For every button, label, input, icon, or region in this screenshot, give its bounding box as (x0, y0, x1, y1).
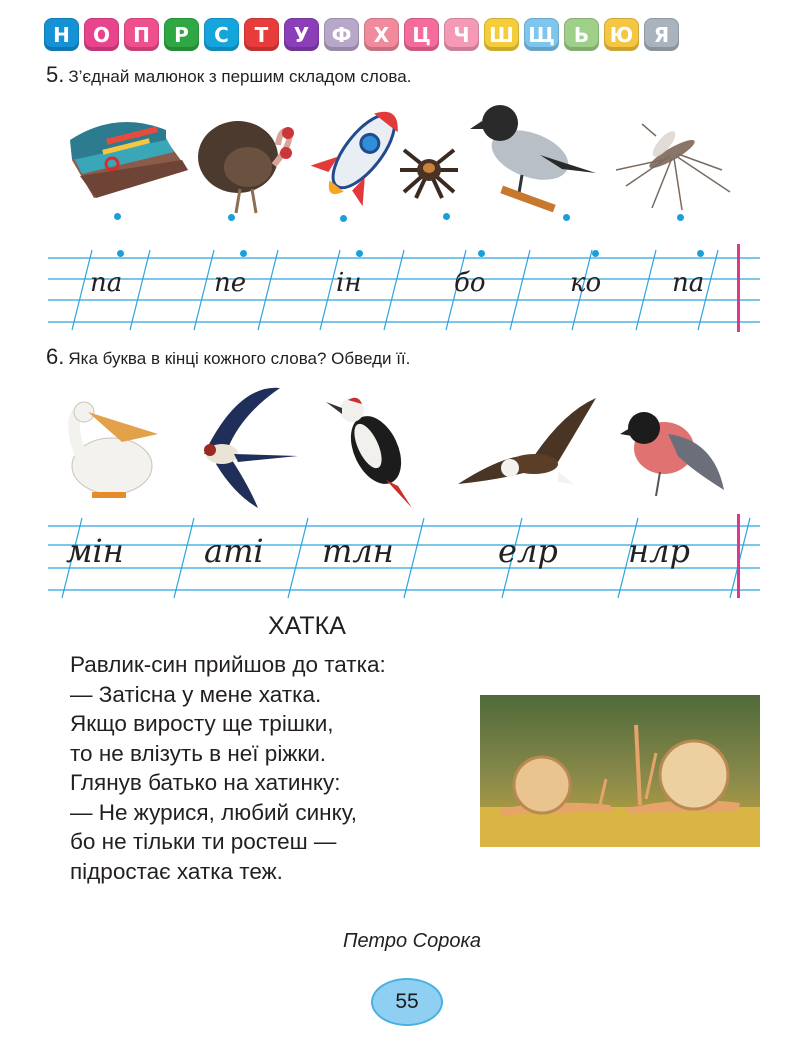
alphabet-tile: Ф (324, 18, 359, 51)
alphabet-tile: С (204, 18, 239, 51)
snails-photo (480, 695, 760, 847)
alphabet-tile: Ь (564, 18, 599, 51)
alphabet-tile: Ц (404, 18, 439, 51)
syllable: бо (454, 268, 486, 298)
letter-group[interactable]: нлр (628, 532, 690, 570)
syllable: ко (570, 268, 602, 298)
poem-text (70, 650, 386, 886)
alphabet-tile: П (124, 18, 159, 51)
letter-group[interactable]: тлн (322, 532, 394, 570)
syllable-dot[interactable] (478, 250, 485, 257)
tarantula-image (398, 140, 460, 200)
task-number: 6. (46, 344, 65, 369)
syllable-dot[interactable] (117, 250, 124, 257)
poem-line: Глянув батько на хатинку: (70, 770, 341, 795)
alphabet-tile: Ч (444, 18, 479, 51)
picture-dot[interactable] (563, 214, 570, 221)
pelican-image (52, 398, 172, 508)
picture-dot[interactable] (114, 213, 121, 220)
picture-dot[interactable] (443, 213, 450, 220)
poem-line: Якщо виросту ще трішки, (70, 711, 334, 736)
alphabet-tile: Т (244, 18, 279, 51)
alphabet-tile: У (284, 18, 319, 51)
crow-image (470, 95, 600, 217)
poem-line: підростає хатка теж. (70, 858, 283, 884)
task5-heading (46, 62, 411, 88)
task-number: 5. (46, 62, 65, 87)
syllable-dot[interactable] (356, 250, 363, 257)
woodpecker-image (326, 390, 424, 510)
poem-line: Равлик-син прийшов до татка: (70, 652, 386, 677)
task-text: З’єднай малюнок з першим складом слова. (68, 67, 412, 86)
syllable-dot[interactable] (592, 250, 599, 257)
syllable: ін (336, 268, 362, 298)
letter-group[interactable]: елр (498, 532, 558, 570)
picture-dot[interactable] (340, 215, 347, 222)
swallow-image (188, 384, 300, 512)
mosquito-image (612, 110, 742, 214)
letter-group[interactable]: мін (66, 532, 124, 570)
bullfinch-image (618, 400, 730, 500)
alphabet-tile: Н (44, 18, 79, 51)
picture-dot[interactable] (228, 214, 235, 221)
alphabet-strip (44, 18, 679, 51)
poem-line: — Не журися, любий синку, (70, 799, 357, 825)
poem-line: — Затісна у мене хатка. (70, 681, 322, 707)
alphabet-tile: Щ (524, 18, 559, 51)
alphabet-tile: Р (164, 18, 199, 51)
eagle-image (448, 392, 598, 496)
alphabet-tile: Ю (604, 18, 639, 51)
task6-heading (46, 344, 410, 370)
poem-title: ХАТКА (268, 612, 346, 640)
turkey-image (190, 105, 302, 217)
alphabet-tile: Я (644, 18, 679, 51)
poem-line: бо не тільки ти ростеш — (70, 829, 337, 854)
syllable: пе (214, 268, 247, 298)
poem-line: то не влізуть в неї ріжки. (70, 740, 327, 766)
syllable-dot[interactable] (697, 250, 704, 257)
alphabet-tile: О (84, 18, 119, 51)
syllable: па (672, 268, 705, 298)
syllable: па (90, 268, 123, 298)
pencil-case-image (66, 100, 190, 210)
alphabet-tile: Ш (484, 18, 519, 51)
task-text: Яка буква в кінці кожного слова? Обведи її. (68, 349, 411, 368)
poem-author: Петро Сорока (343, 930, 482, 952)
page-number: 55 (371, 978, 443, 1026)
writing-lines-task5 (48, 246, 760, 332)
alphabet-tile: Х (364, 18, 399, 51)
picture-dot[interactable] (677, 214, 684, 221)
margin-line (737, 244, 740, 332)
letter-group[interactable]: аті (204, 532, 264, 570)
margin-line (737, 514, 740, 598)
syllable-dot[interactable] (240, 250, 247, 257)
